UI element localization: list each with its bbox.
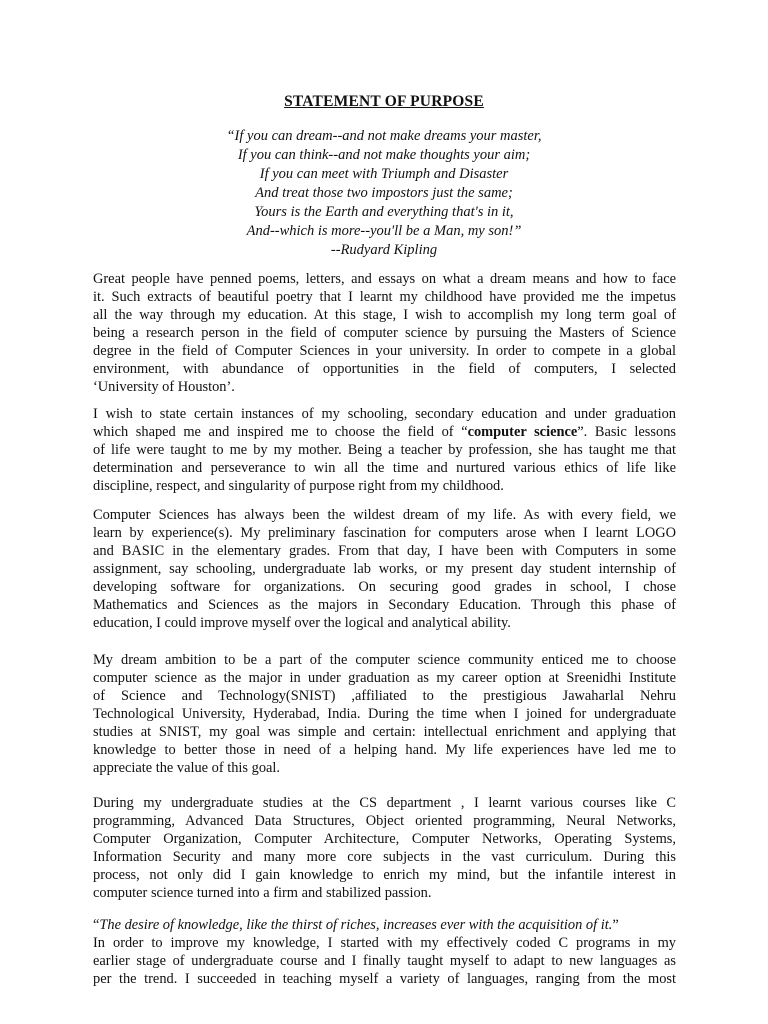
text-line: Mathematics and Sciences as the majors in Secondary Education. Through this phase of — [93, 597, 676, 613]
text-line: learn by experience(s). My preliminary fascination for computers arose when I learnt LOGO — [93, 525, 676, 541]
poem-line: Yours is the Earth and everything that's in it, — [254, 204, 514, 220]
quote-close-mark: ” — [612, 917, 619, 933]
text-line: and BASIC in the elementary grades. From that day, I have been with Computers in some — [93, 543, 676, 559]
text-line: earlier stage of undergraduate course and I finally taught myself to adapt to new languages as — [93, 953, 676, 969]
knowledge-quote: The desire of knowledge, like the thirst of riches, increases ever with the acquisition of it. — [99, 917, 613, 933]
text-line: studies at SNIST, my goal was simple and certain: intellectual enrichment and applying that — [93, 724, 676, 740]
text-line: per the trend. I succeeded in teaching myself a variety of languages, ranging from the most — [93, 971, 676, 987]
text-line: During my undergraduate studies at the CS department , I learnt various courses like C — [93, 795, 676, 811]
poem-line: And--which is more--you'll be a Man, my son!” — [246, 223, 522, 239]
paragraph-5 — [93, 794, 676, 902]
text-run: which shaped me and inspired me to choose the field of “ — [93, 424, 468, 440]
text-line: Technological University, Hyderabad, India. During the time when I joined for undergraduate — [93, 706, 676, 722]
text-line: appreciate the value of this goal. — [93, 760, 281, 776]
text-line: discipline, respect, and singularity of purpose right from my childhood. — [93, 478, 504, 494]
text-line: education, I could improve myself over the logical and analytical ability. — [93, 615, 511, 631]
quote-open-mark: “ — [93, 917, 100, 933]
text-line: of Science and Technology(SNIST) ,affiliated to the prestigious Jawaharlal Nehru — [93, 688, 676, 704]
paragraph-1 — [93, 270, 676, 396]
text-line: environment, with abundance of opportunities in the field of computers, I selected — [93, 361, 676, 377]
text-line: Computer Organization, Computer Architecture, Computer Networks, Operating Systems, — [93, 831, 676, 847]
paragraph-6 — [93, 916, 676, 988]
paragraph-2 — [93, 405, 676, 495]
quote-line — [93, 916, 676, 934]
text-line: determination and perseverance to win all the time and nurtured various ethics of life like — [93, 460, 676, 476]
text-line: developing software for organizations. On securing good grades in school, I chose — [93, 579, 676, 595]
text-line: assignment, say schooling, undergraduate lab works, or my present day student internship of — [93, 561, 676, 577]
paragraph-4 — [93, 651, 676, 777]
text-line: computer science as the major in under graduation as my career option at Sreenidhi Institute — [93, 670, 676, 686]
text-line: I wish to state certain instances of my schooling, secondary education and under graduation — [93, 406, 676, 422]
text-line: My dream ambition to be a part of the computer science community enticed me to choose — [93, 652, 676, 668]
text-line: Great people have penned poems, letters, and essays on what a dream means and how to face — [93, 271, 676, 287]
text-run: ”. Basic lessons — [577, 424, 676, 440]
text-line: process, not only did I gain knowledge to enrich my mind, but the infantile interest in — [93, 867, 676, 883]
text-line: Computer Sciences has always been the wildest dream of my life. As with every field, we — [93, 507, 676, 523]
text-line: In order to improve my knowledge, I started with my effectively coded C programs in my — [93, 935, 676, 951]
text-line — [93, 423, 676, 441]
poem-line: If you can meet with Triumph and Disaster — [259, 166, 509, 182]
text-line: computer science turned into a firm and stabilized passion. — [93, 885, 432, 901]
text-line: Information Security and many more core subjects in the vast curriculum. During this — [93, 849, 676, 865]
text-line: of life were taught to me by my mother. Being a teacher by profession, she has taught me that — [93, 442, 676, 458]
paragraph-3 — [93, 506, 676, 632]
poem-line: And treat those two impostors just the same; — [255, 185, 513, 201]
text-line: all the way through my education. At this stage, I wish to accomplish my long term goal of — [93, 307, 676, 323]
text-line: degree in the field of Computer Sciences in your university. In order to compete in a global — [93, 343, 676, 359]
text-line: being a research person in the field of computer science by pursuing the Masters of Science — [93, 325, 676, 341]
poem-line: If you can think--and not make thoughts your aim; — [237, 147, 531, 163]
emphasis-computer-science: computer science — [467, 424, 578, 440]
epigraph-poem — [0, 127, 768, 260]
text-line: ‘University of Houston’. — [93, 379, 235, 395]
poem-line: “If you can dream--and not make dreams your master, — [226, 128, 542, 144]
text-line: programming, Advanced Data Structures, Object oriented programming, Neural Networks, — [93, 813, 676, 829]
poem-attribution: --Rudyard Kipling — [330, 242, 438, 258]
text-line: it. Such extracts of beautiful poetry that I learnt my childhood have provided me the impetus — [93, 289, 676, 305]
page-title: STATEMENT OF PURPOSE — [284, 93, 484, 110]
text-line: knowledge to better those in need of a helping hand. My life experiences have led me to — [93, 742, 676, 758]
